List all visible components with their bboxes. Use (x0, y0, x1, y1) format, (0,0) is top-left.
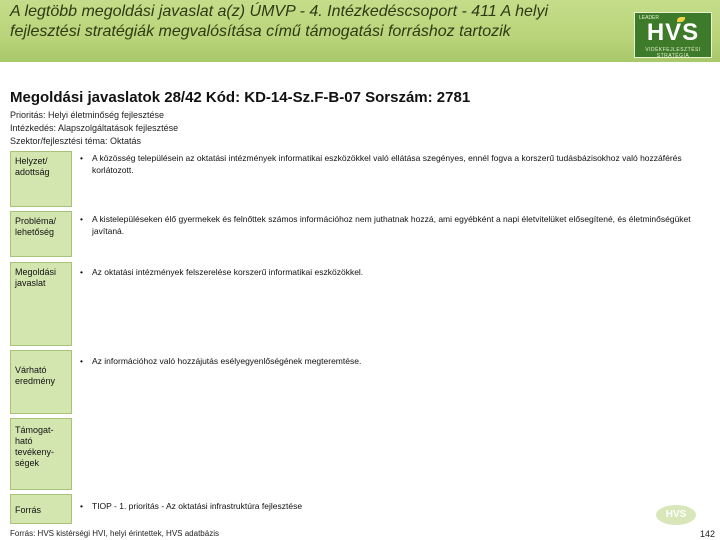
bullet: • (80, 153, 83, 163)
row-label-problema: Probléma/ lehetőség (10, 211, 72, 257)
bullet: • (80, 356, 83, 366)
page-number: 142 (700, 529, 716, 539)
meta-priority: Prioritás: Helyi életminőség fejlesztése (10, 110, 165, 120)
page-title: Megoldási javaslatok 28/42 Kód: KD-14-Sz.F-B-07 Sorszám: 2781 (10, 89, 471, 106)
logo-subtitle: VIDÉKFEJLESZTÉSI STRATÉGIA (645, 47, 701, 59)
bullet: • (80, 267, 83, 277)
row-text: TIOP - 1. prioritás - Az oktatási infrastruktúra fejlesztése (92, 501, 303, 511)
bullet: • (80, 214, 83, 224)
header-title: A legtöbb megoldási javaslat a(z) ÚMVP - 4. Intézkedéscsoport - 411 A helyi fejlesztési stratégiák megvalósítása című támogatási forráshoz tartozik (10, 3, 549, 40)
row-label-helyzet: Helyzet/ adottság (10, 151, 72, 207)
row-label-tevekenysegek: Támogat-ható tevékeny-ségek (10, 418, 72, 490)
row-label-megoldas: Megoldási javaslat (10, 262, 72, 346)
footer-source: Forrás: HVS kistérségi HVI, helyi érintettek, HVS adatbázis (10, 529, 219, 538)
hvs-logo (634, 12, 712, 58)
row-text: Az információhoz való hozzájutás esélyegyenlőségének megteremtése. (92, 356, 362, 366)
row-text: A kistelepüléseken élő gyermekek és felnőttek számos információhoz nem juthatnak hozzá, ami egyébként a napi életvitelüket elősegítené, és életminőségüket javítaná. (92, 214, 691, 236)
row-text: A közösség településein az oktatási intézmények informatikai eszközökkel való ellátása szegényes, ennél fogva a korszerű tudásbázisokhoz való hozzáférés korlátozott. (92, 153, 682, 175)
bullet: • (80, 501, 83, 511)
row-text: Az oktatási intézmények felszerelése korszerű informatikai eszközökkel. (92, 267, 364, 277)
meta-measure: Intézkedés: Alapszolgáltatások fejlesztése (10, 123, 179, 133)
logo-text: HVS (646, 19, 700, 46)
logo-top-text: LEADER (639, 15, 660, 21)
header-bar (0, 0, 720, 62)
row-label-forras: Forrás (10, 494, 72, 524)
footer-logo-text: HVS (665, 509, 687, 520)
footer-logo-icon (656, 505, 696, 525)
meta-sector: Szektor/fejlesztési téma: Oktatás (10, 136, 142, 146)
row-label-eredmeny: Várható eredmény (10, 350, 72, 414)
